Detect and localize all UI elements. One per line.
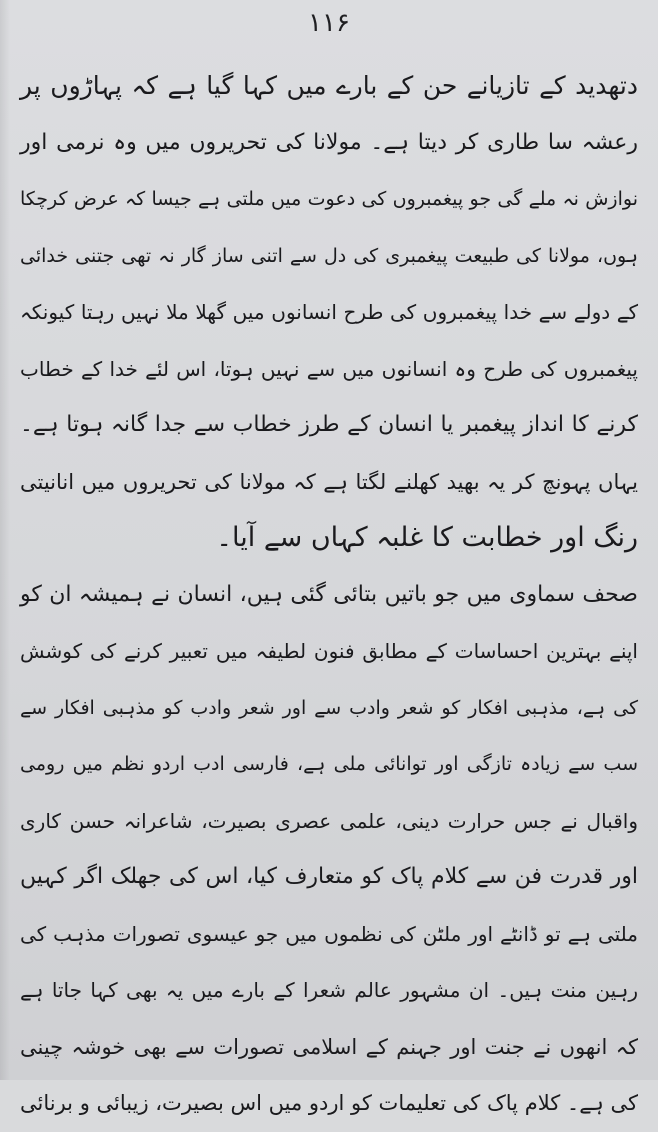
text-line: یہاں پہونچ کر یہ بھید کھلنے لگتا ہے کہ مولانا کی تحریروں میں انانیتی	[20, 469, 638, 494]
page-edge-shadow	[0, 0, 10, 1080]
text-line: اپنے بہترین احساسات کے مطابق فنون لطیفہ میں تعبیر کرنے کی کوشش	[20, 639, 638, 663]
text-line: نوازش نہ ملے گی جو پیغمبروں کی دعوت میں ملتی ہے جیسا کہ عرض کرچکا	[20, 188, 638, 210]
text-line: پیغمبروں کی طرح وہ انسانوں میں سے نہیں ہوتا، اس لئے خدا کے خطاب	[20, 356, 638, 381]
text-line: رعشہ سا طاری کر دیتا ہے۔ مولانا کی تحریروں میں وہ نرمی اور	[20, 129, 638, 155]
text-line: کہ انھوں نے جنت اور جہنم کے اسلامی تصورات سے بھی خوشہ چینی	[20, 1034, 638, 1059]
page-number: ۱۱۶	[308, 8, 350, 38]
text-line: کی ہے، مذہبی افکار کو شعر وادب سے اور شعر وادب کو مذہبی افکار سے	[20, 696, 638, 719]
body-text	[20, 58, 638, 1132]
text-line: دتھدید کے تازیانے حن کے بارے میں کہا گیا ہے کہ پہاڑوں پر	[20, 71, 638, 100]
text-line: کی ہے۔ کلام پاک کی تعلیمات کو اردو میں اس بصیرت، زیبائی و برنائی	[20, 1091, 638, 1115]
text-line: واقبال نے جس حرارت دینی، علمی عصری بصیرت، شاعرانہ حسن کاری	[20, 808, 638, 833]
text-line: صحف سماوی میں جو باتیں بتائی گئی ہیں، انسان نے ہمیشہ ان کو	[20, 581, 638, 607]
text-line: سب سے زیادہ تازگی اور توانائی ملی ہے، فارسی ادب اردو نظم میں رومی	[20, 753, 638, 775]
text-line: ہوں، مولانا کی طبیعت پیغمبری کی دل سے اتنی ساز گار نہ تھی جتنی خدائی	[20, 244, 638, 267]
text-line: کے دولے سے خدا پیغمبروں کی طرح انسانوں میں گھلا ملا نہیں رہتا کیونکہ	[20, 300, 638, 324]
text-line-paragraph-end: رنگ اور خطابت کا غلبہ کہاں سے آیا۔	[216, 522, 638, 553]
text-line: ملتی ہے تو ڈانٹے اور ملٹن کی نظموں میں جو عیسوی تصورات مذہب کی	[20, 921, 638, 946]
text-line: اور قدرت فن سے کلام پاک کو متعارف کیا، اس کی جھلک اگر کہیں	[20, 864, 638, 889]
text-line: کرنے کا انداز پیغمبر یا انسان کے طرز خطاب سے جدا گانہ ہوتا ہے۔	[20, 412, 638, 437]
text-line: رہین منت ہیں۔ ان مشہور عالم شعرا کے بارے میں یہ بھی کہا جاتا ہے	[20, 978, 638, 1002]
